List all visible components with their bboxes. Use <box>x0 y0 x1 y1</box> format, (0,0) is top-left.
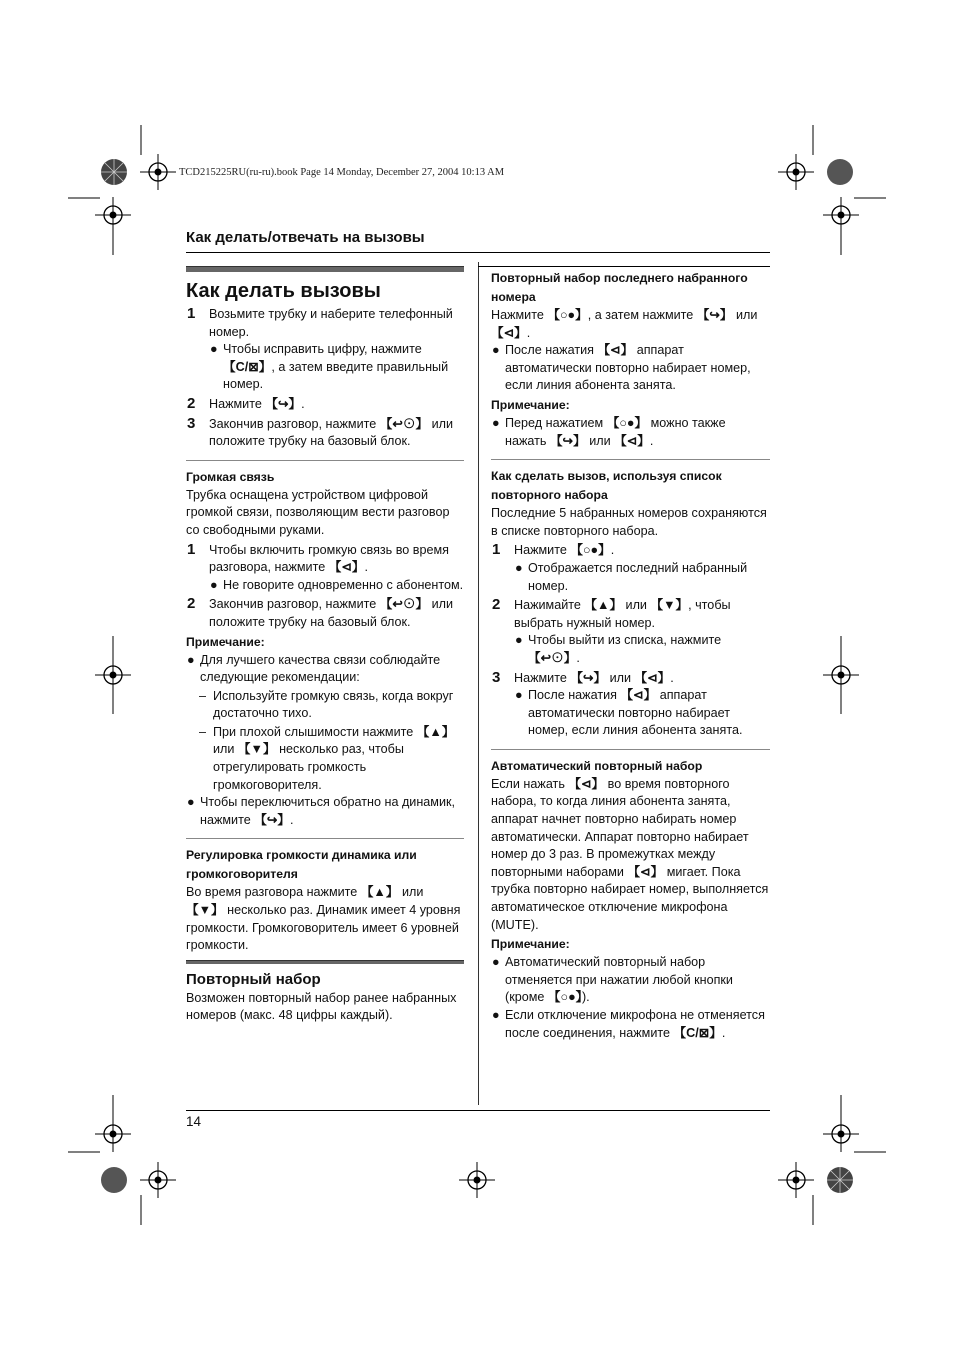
last-redial-heading: Повторный набор последнего набранного номера <box>491 271 748 304</box>
step-number: 1 <box>187 305 196 322</box>
bullet-text: Если отключение микрофона не отменяется после соединения, нажмите <box>505 1008 765 1040</box>
step-text: Закончив разговор, нажмите <box>209 597 377 612</box>
bullet-text: Не говорите одновременно с абонентом. <box>223 577 464 592</box>
redial-key-icon: 【○●】 <box>570 543 611 558</box>
list-step-1: 1 Нажмите 【○●】. ● Отображается последний набранный номер. <box>491 542 770 595</box>
bullet: ● После нажатия 【⊲】 аппарат автоматически повторно набирает номер, если линия абонента занята. <box>515 688 743 738</box>
step-text: Нажмите <box>514 543 567 558</box>
step-1 <box>186 306 464 394</box>
step-text: или <box>609 670 632 685</box>
up-key-icon: 【▲】 <box>416 724 455 739</box>
dash-text: При плохой слышимости нажмите <box>213 724 414 739</box>
redial-list-intro: Последние 5 набранных номеров сохраняются в списке повторного набора. <box>491 506 767 538</box>
bullet-text: аппарат автоматически повторно набирает номер, если линия абонента занята. <box>528 688 743 738</box>
step-text: Нажимайте <box>514 598 581 613</box>
clear-key-icon: 【C/⊠】 <box>673 1025 722 1040</box>
step-text: Закончив разговор, нажмите <box>209 416 377 431</box>
last-redial-text: Нажмите 【○●】, а затем нажмите 【↪】 или 【⊲】. <box>491 308 758 340</box>
bullet: ● Не говорите одновременно с абонентом. <box>210 577 464 592</box>
bullet-text: , а затем введите правильный номер. <box>223 359 449 392</box>
step-number: 3 <box>187 414 196 432</box>
step-text: или <box>625 598 647 613</box>
up-key-icon: 【▲】 <box>360 885 399 900</box>
bullet-text: Чтобы выйти из списка, нажмите <box>528 633 722 648</box>
auto-redial-heading: Автоматический повторный набор <box>491 758 703 773</box>
redial-text: Возможен повторный набор ранее набранных номеров (макс. 48 цифры каждый). <box>186 990 457 1023</box>
volume-text-part: несколько раз. Динамик имеет 4 уровня громкости. Громкоговоритель имеет 6 уровней громкости. <box>186 903 461 953</box>
redial-key-icon: 【○●】 <box>547 990 582 1005</box>
text-part: Нажмите <box>491 308 544 322</box>
bullet-text: или <box>589 433 611 448</box>
bullet-text: Чтобы переключиться обратно на динамик, нажмите <box>200 795 456 827</box>
bullet-text: можно также нажать <box>505 415 726 448</box>
speakerphone-intro: Трубка оснащена устройством цифровой громкой связи, позволяющим вести разговор со свободными руками. <box>186 487 450 537</box>
off-key-icon: 【↩⊙】 <box>379 597 429 612</box>
talk-key-icon: 【↪】 <box>570 670 607 685</box>
list-step-3: 3 Нажмите 【↪】 или 【⊲】. ● После нажатия 【⊲】 аппарат автоматически повторно набирает номер, если линия абонента занята. <box>491 670 770 740</box>
bullet-text: После нажатия <box>505 343 594 358</box>
speaker-key-icon: 【⊲】 <box>568 776 605 791</box>
right-column <box>491 266 770 1042</box>
step-number: 2 <box>187 394 196 412</box>
speaker-key-icon: 【⊲】 <box>627 864 664 879</box>
step-text: Нажмите <box>209 396 262 411</box>
bullet-text: Автоматический повторный набор отменяется при нажатии любой кнопки (кроме <box>505 955 733 1005</box>
note-dash: – При плохой слышимости нажмите 【▲】 или 【▼】 несколько раз, чтобы отрегулировать громкость громкоговорителя. <box>199 724 455 792</box>
text-part: или <box>736 308 758 322</box>
text-part: во время повторного набора, то когда линия абонента занята, аппарат начнет повторно набирать номер автоматически. Аппарат повторно набирает номер до 3 раз. В промежутках между повторными наборами <box>491 776 749 879</box>
volume-text <box>186 884 464 954</box>
redial-title: Повторный набор <box>186 970 321 988</box>
running-header: Как делать/отвечать на вызовы <box>186 229 425 246</box>
bullet-text: Чтобы исправить цифру, нажмите <box>223 342 422 357</box>
page-title: Как делать вызовы <box>186 280 381 302</box>
step-text: или положите трубку на базовый блок. <box>209 416 453 449</box>
volume-heading: Регулировка громкости динамика или громкоговорителя <box>186 848 417 882</box>
bullet: ● Отображается последний набранный номер. <box>515 560 748 593</box>
redial-key-icon: 【○●】 <box>547 308 588 322</box>
note-label: Примечание: <box>491 397 570 412</box>
speakerphone-heading: Громкая связь <box>186 469 275 484</box>
redial-key-icon: 【○●】 <box>606 415 648 430</box>
step-number: 3 <box>492 668 501 686</box>
step-text: Чтобы включить громкую связь во время разговора, нажмите <box>209 542 449 575</box>
step-text: Нажмите <box>514 670 567 685</box>
bullet-text: Перед нажатием <box>505 415 604 430</box>
list-step-2 <box>491 597 770 667</box>
down-key-icon: 【▼】 <box>186 903 224 918</box>
step-number: 2 <box>492 596 501 614</box>
bullet-text: ). <box>581 990 590 1005</box>
speaker-key-icon: 【⊲】 <box>634 670 671 685</box>
step-number: 1 <box>187 540 196 558</box>
speaker-step-1: 1 Чтобы включить громкую связь во время разговора, нажмите 【⊲】. ● Не говорите одновременно с абонентом. <box>186 542 464 595</box>
section-bar <box>186 960 464 964</box>
footer-rule <box>186 1110 770 1111</box>
talk-key-icon: 【↪】 <box>265 396 302 411</box>
auto-redial-text <box>491 776 770 934</box>
step-2: 2 Нажмите 【↪】. <box>187 394 305 412</box>
off-key-icon: 【↩⊙】 <box>528 650 577 665</box>
bullet-text: аппарат автоматически повторно набирает номер, если линия абонента занята. <box>505 343 751 393</box>
note-label: Примечание: <box>491 937 570 952</box>
column-divider <box>478 262 479 1105</box>
speaker-key-icon: 【⊲】 <box>328 560 365 575</box>
step-text: , чтобы выбрать нужный номер. <box>514 598 731 630</box>
note-bullet: ● Чтобы переключиться обратно на динамик, нажмите 【↪】. <box>187 795 456 827</box>
note-bullet: ● Перед нажатием 【○●】 можно также нажать 【↪】 или 【⊲】. <box>492 415 726 448</box>
volume-text-part: или <box>401 885 424 900</box>
bullet: ● Чтобы исправить цифру, нажмите 【C/⊠】, а затем введите правильный номер. <box>210 342 449 392</box>
down-key-icon: 【▼】 <box>650 598 689 613</box>
up-key-icon: 【▲】 <box>584 598 623 613</box>
note-label: Примечание: <box>186 634 265 649</box>
down-key-icon: 【▼】 <box>237 742 276 757</box>
bullet: ● После нажатия 【⊲】 аппарат автоматически повторно набирает номер, если линия абонента занята. <box>492 343 751 393</box>
page-number: 14 <box>186 1114 202 1129</box>
step-number: 2 <box>187 595 196 613</box>
note-dash: – Используйте громкую связь, когда вокруг достаточно тихо. <box>199 688 454 721</box>
text-part: Если нажать <box>491 776 565 791</box>
speaker-key-icon: 【⊲】 <box>620 688 657 703</box>
header-rule <box>186 252 770 253</box>
bullet: ● Чтобы выйти из списка, нажмите 【↩⊙】. <box>515 633 722 665</box>
note-bullet: ● Автоматический повторный набор отменяется при нажатии любой кнопки (кроме 【○●】). <box>492 955 733 1005</box>
bullet-text: Для лучшего качества связи соблюдайте следующие рекомендации: <box>200 652 441 685</box>
text-part: мигает. Пока трубка повторно набирает номер, выполняется автоматическое отключение микрофона (MUTE). <box>491 864 769 932</box>
bullet-text: После нажатия <box>528 688 617 703</box>
bullet-text: Отображается последний набранный номер. <box>528 560 748 593</box>
note-bullet: ● Если отключение микрофона не отменяется после соединения, нажмите 【C/⊠】. <box>492 1008 765 1040</box>
dash-text: несколько раз, чтобы отрегулировать громкость громкоговорителя. <box>213 742 404 792</box>
speaker-key-icon: 【⊲】 <box>597 343 634 358</box>
volume-text-part: Во время разговора нажмите <box>186 885 358 900</box>
speaker-key-icon: 【⊲】 <box>614 433 650 448</box>
talk-key-icon: 【↪】 <box>254 812 290 827</box>
redial-list-heading: Как сделать вызов, используя список повторного набора <box>491 469 722 503</box>
step-text: или положите трубку на базовый блок. <box>209 597 453 629</box>
step-number: 1 <box>492 541 501 559</box>
title-bar <box>186 266 464 272</box>
dash-text: Используйте громкую связь, когда вокруг достаточно тихо. <box>213 688 454 721</box>
right-top-rule <box>478 266 770 267</box>
talk-key-icon: 【↪】 <box>696 308 733 322</box>
step-text: Возьмите трубку и наберите телефонный номер. <box>209 307 453 339</box>
dash-text: или <box>213 742 235 757</box>
speaker-key-icon: 【⊲】 <box>491 325 527 340</box>
speaker-step-2 <box>186 596 464 631</box>
off-key-icon: 【↩⊙】 <box>379 416 429 431</box>
text-part: , а затем нажмите <box>587 308 694 322</box>
left-column <box>186 266 464 1025</box>
note-bullet: ● Для лучшего качества связи соблюдайте следующие рекомендации: <box>187 652 441 685</box>
talk-key-icon: 【↪】 <box>549 433 586 448</box>
clear-key-icon: 【C/⊠】 <box>223 359 272 374</box>
step-3 <box>186 416 464 451</box>
print-slug: TCD215225RU(ru-ru).book Page 14 Monday, December 27, 2004 10:13 AM <box>179 167 505 178</box>
